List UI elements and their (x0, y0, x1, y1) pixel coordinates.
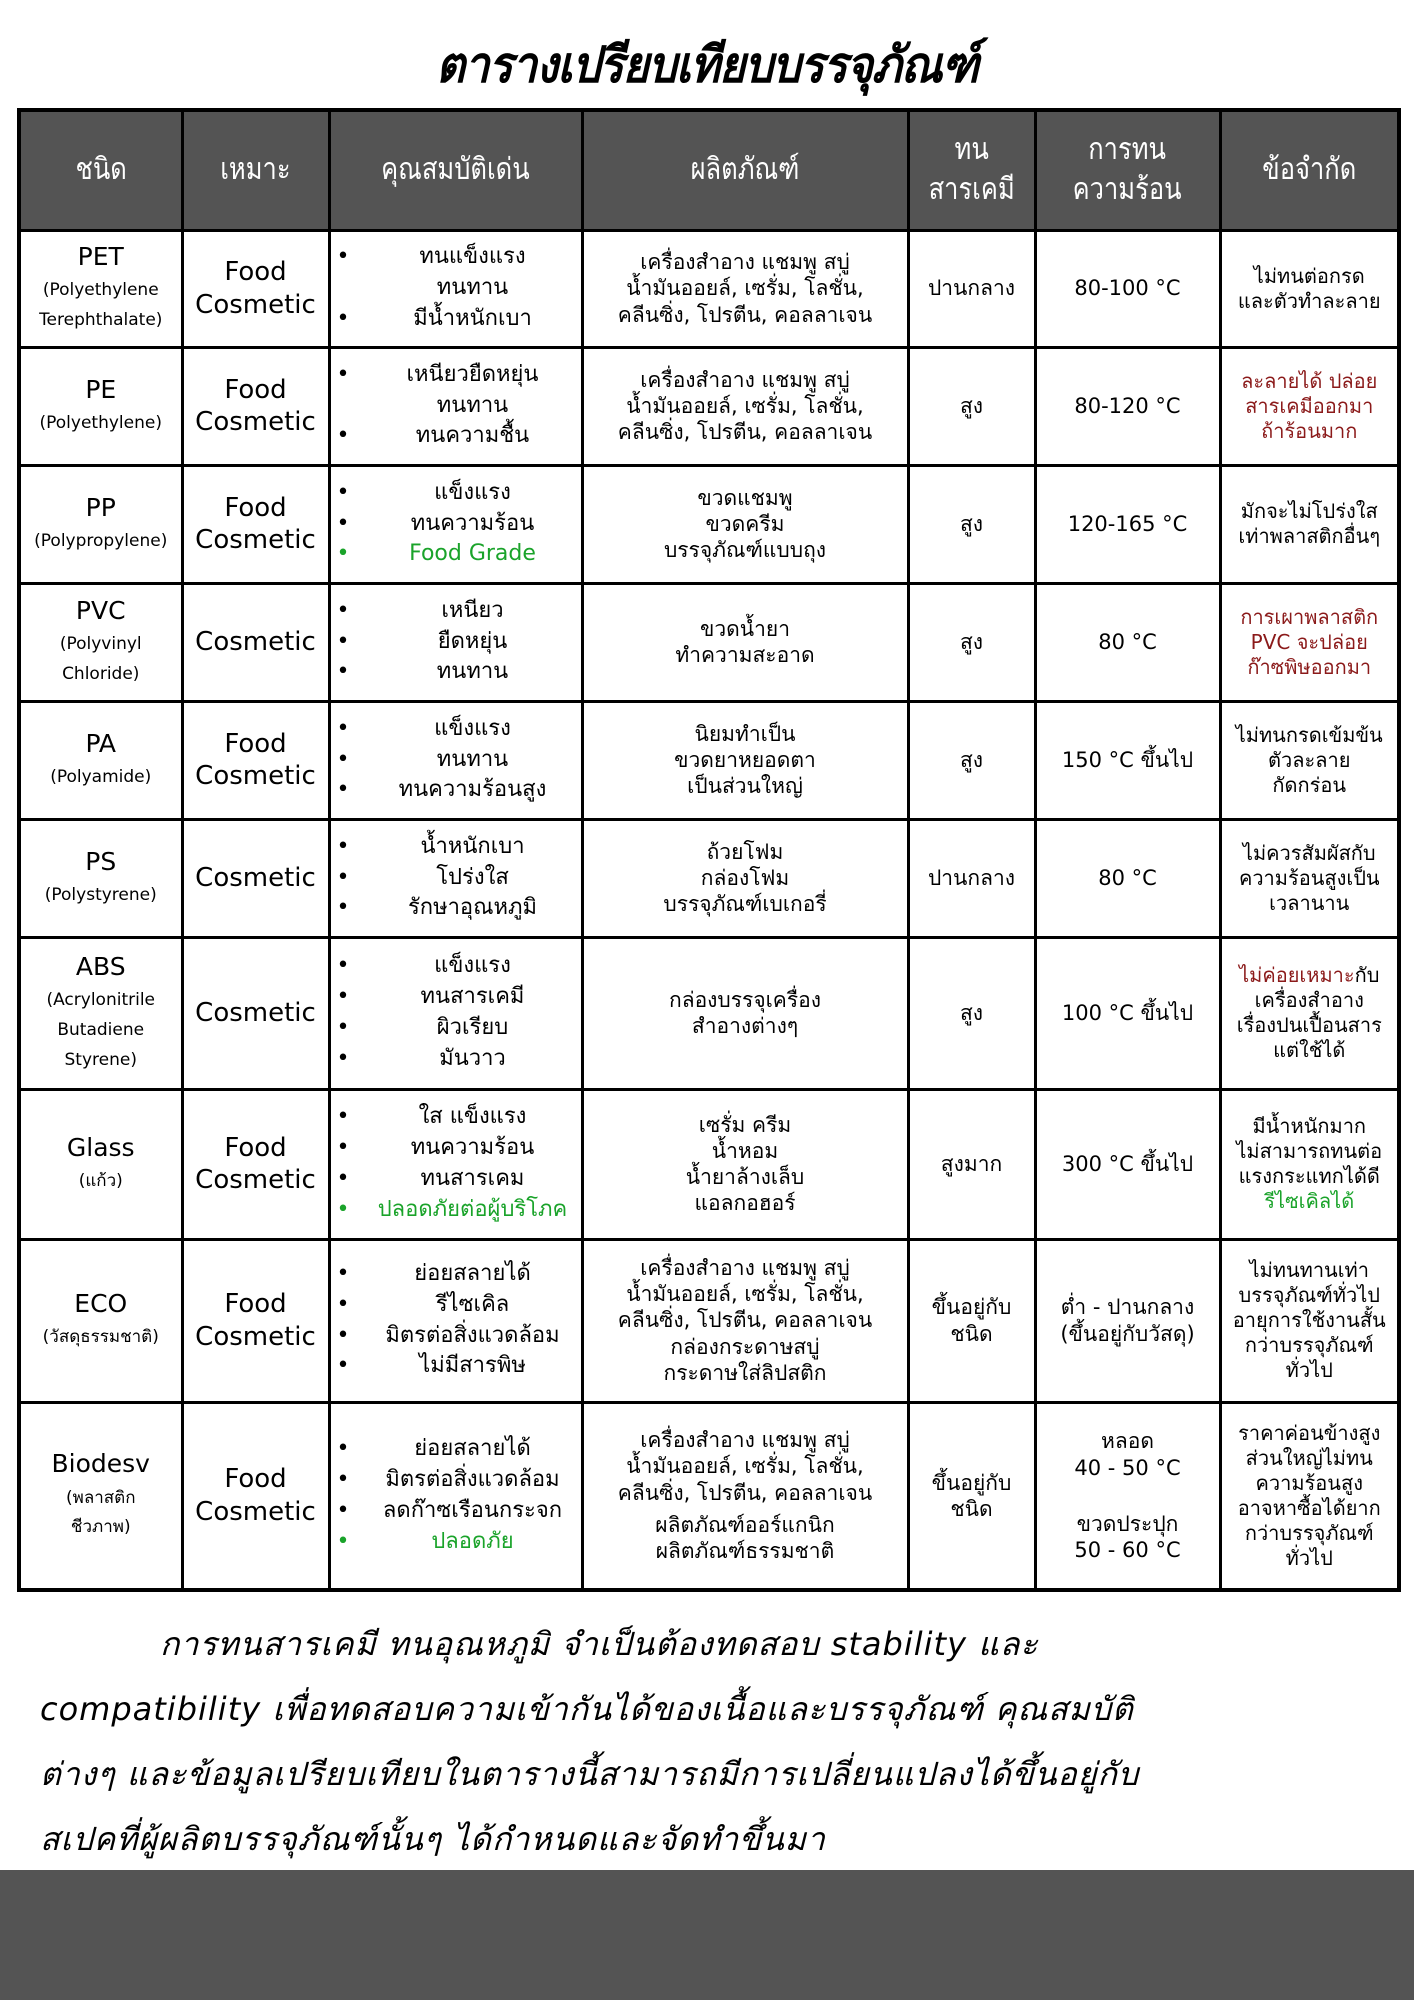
property-item: • มีน้ำหนักเบา (333, 304, 579, 335)
limitation-line: ทั่วไป (1285, 1358, 1333, 1382)
cell-properties (329, 1089, 582, 1239)
property-item: • ทนความชื้น (333, 421, 579, 452)
cell-suitable (182, 819, 329, 937)
suitable-use: Food (224, 492, 287, 523)
product-line: สำอางต่างๆ (691, 1014, 799, 1038)
property-item: • เหนียวยืดหยุ่น (333, 360, 579, 391)
property-item: • น้ำหนักเบา (333, 832, 579, 863)
limitation-line: ถ้าร้อนมาก (1261, 418, 1358, 443)
cell-properties (329, 701, 582, 819)
note-line: การทนสารเคมี ทนอุณหภูมิ จำเป็นต้องทดสอบ stability และ (160, 1625, 1039, 1663)
limitation-line: รีไซเคิลได้ (1264, 1189, 1355, 1213)
cell-heat-resistance: 80-100 °C (1035, 230, 1220, 347)
note-line: ต่างๆ และข้อมูลเปรียบเทียบในตารางนี้สามารถมีการเปลี่ยนแปลงได้ขึ้นอยู่กับ (40, 1755, 1140, 1793)
table-row (19, 937, 1399, 1089)
cell-chemical-resistance: สูง (908, 465, 1035, 583)
material-code: PP (85, 492, 116, 522)
limitation-line: กว่าบรรจุภัณฑ์ (1244, 1333, 1374, 1357)
cell-heat-resistance: 150 °C ขึ้นไป (1035, 701, 1220, 819)
cell-chemical-resistance: ปานกลาง (908, 230, 1035, 347)
property-item: • ปลอดภัย (333, 1527, 579, 1558)
cell-properties (329, 1239, 582, 1402)
limitation-line: ไม่ทนทานเท่า (1249, 1258, 1369, 1282)
cell-limitations: ไม่ค่อยเหมาะกับ เครื่องสำอาง เรื่องปนเปื้อนสาร แต่ใช้ได้ (1220, 937, 1399, 1089)
limitation-line: อายุการใช้งานสั้น (1232, 1308, 1386, 1332)
material-full-name: Terephthalate) (39, 310, 163, 331)
material-code: PA (85, 728, 117, 758)
material-full-name: (วัสดุธรรมชาติ) (42, 1327, 159, 1348)
property-item: ทนทาน (436, 275, 509, 301)
material-full-name: Styrene) (64, 1049, 137, 1070)
product-line: คลีนซิ่ง, โปรตีน, คอลลาเจน (617, 1480, 873, 1505)
limitation-line: PVC จะปล่อย (1250, 629, 1368, 654)
cell-type (19, 819, 182, 937)
product-line: ขวดครีม (705, 511, 785, 536)
cell-heat-resistance: 80-120 °C (1035, 347, 1220, 465)
product-line: ขวดยาหยอดตา (674, 747, 816, 772)
header-type: ชนิด (19, 110, 182, 230)
limitation-line: เครื่องสำอาง (1254, 988, 1364, 1012)
cell-type (19, 583, 182, 701)
cell-heat-resistance: 80 °C (1035, 819, 1220, 937)
limitation-line: ทั่วไป (1285, 1545, 1333, 1570)
product-line: คลีนซิ่ง, โปรตีน, คอลลาเจน (617, 302, 873, 327)
limitation-line: ตัวละลาย (1268, 747, 1351, 772)
cell-type (19, 347, 182, 465)
cell-heat-resistance: หลอด 40 - 50 °C ขวดประปุก 50 - 60 °C (1035, 1402, 1220, 1590)
product-line: ผลิตภัณฑ์ธรรมชาติ (655, 1539, 835, 1564)
material-full-name: Butadiene (57, 1019, 145, 1040)
cell-suitable (182, 1089, 329, 1239)
cell-products (582, 347, 908, 465)
suitable-use: Food (224, 1289, 287, 1319)
product-line: ทำความสะอาด (675, 643, 815, 667)
limitation-line: ไม่ทนต่อกรด (1253, 263, 1365, 288)
cell-products (582, 701, 908, 819)
property-item: • มิตรต่อสิ่งแวดล้อม (333, 1321, 579, 1352)
product-line: ขวดน้ำยา (699, 616, 791, 641)
cell-limitations (1220, 1402, 1399, 1590)
product-line: คลีนซิ่ง, โปรตีน, คอลลาเจน (617, 1308, 873, 1333)
property-item: • แข็งแรง (333, 951, 579, 982)
cell-type (19, 937, 182, 1089)
cell-suitable (182, 1402, 329, 1590)
suitable-use: Cosmetic (195, 1496, 316, 1527)
material-code: ECO (74, 1289, 128, 1318)
product-line: น้ำมันออยล์, เซรั่ม, โลชั่น, (626, 1454, 864, 1479)
property-item: • ไม่มีสารพิษ (333, 1351, 579, 1382)
cell-properties (329, 230, 582, 347)
product-line: กล่องกระดาษสบู่ (670, 1334, 820, 1359)
suitable-use: Cosmetic (195, 761, 316, 791)
property-item: • เหนียว (333, 596, 579, 627)
product-line: กระดาษใส่ลิปสติก (663, 1360, 827, 1385)
cell-properties (329, 465, 582, 583)
material-full-name: (Polypropylene) (34, 530, 168, 551)
limitation-line: สารเคมีออกมา (1245, 393, 1374, 418)
cell-products (582, 465, 908, 583)
note-line: สเปคที่ผู้ผลิตบรรจุภัณฑ์นั้นๆ ได้กำหนดและจัดทำขึ้นมา (40, 1820, 826, 1858)
cell-limitations (1220, 465, 1399, 583)
property-item: • ใส แข็งแรง (333, 1102, 579, 1133)
limitation-line: ราคาค่อนข้างสูง (1238, 1420, 1381, 1445)
product-line: เครื่องสำอาง แชมพู สบู่ (640, 1428, 850, 1453)
product-line: บรรจุภัณฑ์เบเกอรี่ (663, 892, 827, 917)
product-line: บรรจุภัณฑ์แบบถุง (663, 538, 827, 563)
product-line: ขวดแชมพู (697, 485, 793, 510)
product-line: ถ้วยโฟม (706, 839, 784, 864)
product-line: น้ำมันออยล์, เซรั่ม, โลชั่น, (626, 1282, 864, 1307)
header-properties: คุณสมบัติเด่น (329, 110, 582, 230)
product-line: กล่องบรรจุเครื่อง (668, 987, 821, 1012)
cell-suitable (182, 347, 329, 465)
cell-chemical-resistance: ขึ้นอยู่กับ ชนิด (908, 1239, 1035, 1402)
cell-type (19, 1089, 182, 1239)
material-full-name: (Polyamide) (50, 766, 152, 787)
property-item: • ย่อยสลายได้ (333, 1259, 579, 1290)
suitable-use: Cosmetic (195, 1165, 316, 1195)
suitable-use: Cosmetic (195, 997, 316, 1028)
cell-chemical-resistance: สูงมาก (908, 1089, 1035, 1239)
product-line: นิยมทำเป็น (694, 721, 796, 746)
property-item: • ทนสารเคมี (333, 982, 579, 1013)
product-line: แอลกอฮอร์ (694, 1191, 796, 1216)
limitation-line: มีน้ำหนักมาก (1252, 1114, 1367, 1138)
property-item: • ทนสารเคม (333, 1164, 579, 1195)
property-item: • รีไซเคิล (333, 1290, 579, 1321)
property-item: • ปลอดภัยต่อผู้บริโภค (333, 1195, 579, 1226)
limitation-line: มักจะไม่โปร่งใส (1240, 499, 1378, 523)
limitation-line: เรื่องปนเปื้อนสาร (1236, 1013, 1382, 1037)
material-code: PET (77, 242, 124, 272)
cell-properties (329, 583, 582, 701)
property-item: • ยืดหยุ่น (333, 627, 579, 658)
property-item: • แข็งแรง (333, 714, 579, 745)
limitation-line: เวลานาน (1269, 890, 1350, 915)
material-full-name: (แก้ว) (78, 1170, 123, 1191)
product-line: เครื่องสำอาง แชมพู สบู่ (640, 1255, 850, 1280)
suitable-use: Food (224, 374, 287, 405)
property-item: • ทนความร้อน (333, 509, 579, 540)
table-row (19, 819, 1399, 937)
suitable-use: Cosmetic (195, 407, 316, 437)
limitation-line: เท่าพลาสติกอื่นๆ (1238, 524, 1381, 548)
cell-chemical-resistance: สูง (908, 937, 1035, 1089)
suitable-use: Cosmetic (195, 289, 316, 320)
cell-chemical-resistance: ปานกลาง (908, 819, 1035, 937)
header-suitable: เหมาะ (182, 110, 329, 230)
cell-type (19, 230, 182, 347)
cell-suitable (182, 465, 329, 583)
cell-products (582, 230, 908, 347)
material-code: PVC (75, 595, 126, 625)
product-line: กล่องโฟม (700, 865, 790, 890)
cell-type (19, 701, 182, 819)
cell-limitations (1220, 1239, 1399, 1402)
property-item: • โปร่งใส (333, 863, 579, 894)
cell-heat-resistance: 100 °C ขึ้นไป (1035, 937, 1220, 1089)
product-line: คลีนซิ่ง, โปรตีน, คอลลาเจน (617, 420, 873, 445)
suitable-use: Food (224, 1464, 287, 1495)
material-full-name: (พลาสติก (65, 1487, 136, 1508)
property-item: • ทนความร้อนสูง (333, 775, 579, 806)
cell-products (582, 583, 908, 701)
table-row (19, 1089, 1399, 1239)
property-item: • รักษาอุณหภูมิ (333, 893, 579, 924)
table-row (19, 465, 1399, 583)
property-item: • แข็งแรง (333, 478, 579, 509)
suitable-use: Food (224, 1132, 287, 1163)
product-line: เซรั่ม ครีม (698, 1112, 792, 1137)
cell-properties (329, 347, 582, 465)
material-full-name: (Polyethylene) (39, 412, 162, 433)
cell-heat-resistance: ต่ำ - ปานกลาง (ขึ้นอยู่กับวัสดุ) (1035, 1239, 1220, 1402)
property-item: • ทนทาน (333, 745, 579, 776)
limitation-line: ส่วนใหญ่ไม่ทน (1245, 1445, 1373, 1470)
packaging-comparison-table (17, 108, 1401, 1592)
limitation-line: ไม่สามารถทนต่อ (1236, 1139, 1383, 1163)
page-title: ตารางเปรียบเทียบบรรจุภัณฑ์ (435, 36, 979, 94)
material-code: ABS (75, 951, 126, 981)
property-item: • มิตรต่อสิ่งแวดล้อม (333, 1465, 579, 1496)
material-full-name: (Polyethylene (42, 280, 159, 301)
limitation-line: แรงกระแทกได้ดี (1238, 1164, 1380, 1188)
cell-properties (329, 819, 582, 937)
note-line: compatibility เพื่อทดสอบความเข้ากันได้ของเนื้อและบรรจุภัณฑ์ คุณสมบัติ (40, 1690, 1134, 1728)
cell-products (582, 1239, 908, 1402)
footnote-paragraph (40, 1612, 1380, 1872)
cell-chemical-resistance: ขึ้นอยู่กับ ชนิด (908, 1402, 1035, 1590)
limitation-line: ความร้อนสูง (1255, 1470, 1363, 1495)
product-line: น้ำมันออยล์, เซรั่ม, โลชั่น, (626, 276, 864, 301)
property-item: • ทนทาน (333, 657, 579, 688)
limitation-line: และตัวทำละลาย (1237, 288, 1381, 313)
cell-heat-resistance: 300 °C ขึ้นไป (1035, 1089, 1220, 1239)
limitation-line: อาจหาซื้อได้ยาก (1237, 1495, 1381, 1520)
limitation-line: กัดกร่อน (1272, 772, 1347, 797)
cell-products (582, 937, 908, 1089)
cell-chemical-resistance: สูง (908, 701, 1035, 819)
table-row (19, 1239, 1399, 1402)
material-full-name: ชีวภาพ) (70, 1517, 131, 1538)
cell-limitations (1220, 230, 1399, 347)
property-item: • ทนแข็งแรง (333, 242, 579, 273)
product-line: น้ำมันออยล์, เซรั่ม, โลชั่น, (626, 393, 864, 418)
suitable-use: Cosmetic (195, 1321, 316, 1352)
suitable-use: Cosmetic (195, 525, 316, 555)
cell-properties (329, 1402, 582, 1590)
table-row (19, 347, 1399, 465)
limitation-line: ไม่ควรสัมผัสกับ (1242, 840, 1376, 865)
suitable-use: Cosmetic (195, 626, 316, 657)
footer-band (0, 1870, 1414, 2000)
limitation-line: การเผาพลาสติก (1240, 604, 1379, 629)
product-line: เครื่องสำอาง แชมพู สบู่ (640, 250, 850, 275)
material-code: PE (85, 374, 117, 404)
table-row (19, 583, 1399, 701)
cell-heat-resistance: 120-165 °C (1035, 465, 1220, 583)
cell-limitations (1220, 583, 1399, 701)
product-line: ผลิตภัณฑ์ออร์แกนิก (655, 1512, 835, 1537)
suitable-use: Cosmetic (195, 862, 316, 893)
header-heat-resistance: การทน ความร้อน (1035, 110, 1220, 230)
cell-type (19, 1239, 182, 1402)
cell-suitable (182, 230, 329, 347)
table-row (19, 1402, 1399, 1590)
cell-products (582, 819, 908, 937)
product-line: เครื่องสำอาง แชมพู สบู่ (640, 367, 850, 392)
cell-products (582, 1089, 908, 1239)
material-full-name: (Acrylonitrile (46, 990, 156, 1010)
cell-suitable (182, 1239, 329, 1402)
table-row (19, 701, 1399, 819)
property-item: • ทนความร้อน (333, 1133, 579, 1164)
table-header-row (19, 110, 1399, 230)
limitation-line: ความร้อนสูงเป็น (1238, 865, 1380, 890)
product-line: เป็นส่วนใหญ่ (687, 774, 803, 799)
table-row (19, 230, 1399, 347)
header-limitations: ข้อจำกัด (1220, 110, 1399, 230)
property-item: • ลดก๊าซเรือนกระจก (333, 1496, 579, 1527)
product-line: น้ำหอม (711, 1138, 779, 1163)
header-chemical-resistance: ทน สารเคมี (908, 110, 1035, 230)
property-item: • ย่อยสลายได้ (333, 1434, 579, 1465)
header-products: ผลิตภัณฑ์ (582, 110, 908, 230)
cell-limitations (1220, 701, 1399, 819)
limitation-line: ละลายได้ ปล่อย (1241, 368, 1378, 393)
property-item: • มันวาว (333, 1044, 579, 1075)
material-full-name: (Polyvinyl (59, 633, 142, 654)
material-full-name: (Polystyrene) (44, 884, 157, 905)
suitable-use: Food (224, 257, 287, 287)
property-item: ทนทาน (436, 392, 509, 418)
cell-limitations (1220, 347, 1399, 465)
cell-properties (329, 937, 582, 1089)
material-code: Biodesv (51, 1449, 150, 1479)
cell-suitable (182, 583, 329, 701)
cell-type (19, 1402, 182, 1590)
limitation-line: ก๊าซพิษออกมา (1247, 654, 1372, 679)
cell-limitations (1220, 1089, 1399, 1239)
cell-products (582, 1402, 908, 1590)
limitation-line: แต่ใช้ได้ (1273, 1038, 1346, 1062)
property-item: • Food Grade (333, 539, 579, 570)
material-code: PS (85, 846, 117, 876)
limitation-line: บรรจุภัณฑ์ทั่วไป (1238, 1283, 1380, 1307)
limitation-line: กว่าบรรจุภัณฑ์ (1244, 1520, 1374, 1545)
cell-heat-resistance: 80 °C (1035, 583, 1220, 701)
cell-suitable (182, 937, 329, 1089)
cell-chemical-resistance: สูง (908, 583, 1035, 701)
cell-chemical-resistance: สูง (908, 347, 1035, 465)
property-item: • ผิวเรียบ (333, 1013, 579, 1044)
limitation-line: ไม่ทนกรดเข้มข้น (1235, 722, 1383, 747)
suitable-use: Food (224, 728, 287, 759)
cell-limitations (1220, 819, 1399, 937)
material-full-name: Chloride) (62, 663, 140, 684)
cell-suitable (182, 701, 329, 819)
product-line: น้ำยาล้างเล็บ (685, 1165, 805, 1189)
material-code: Glass (66, 1132, 135, 1162)
cell-type (19, 465, 182, 583)
